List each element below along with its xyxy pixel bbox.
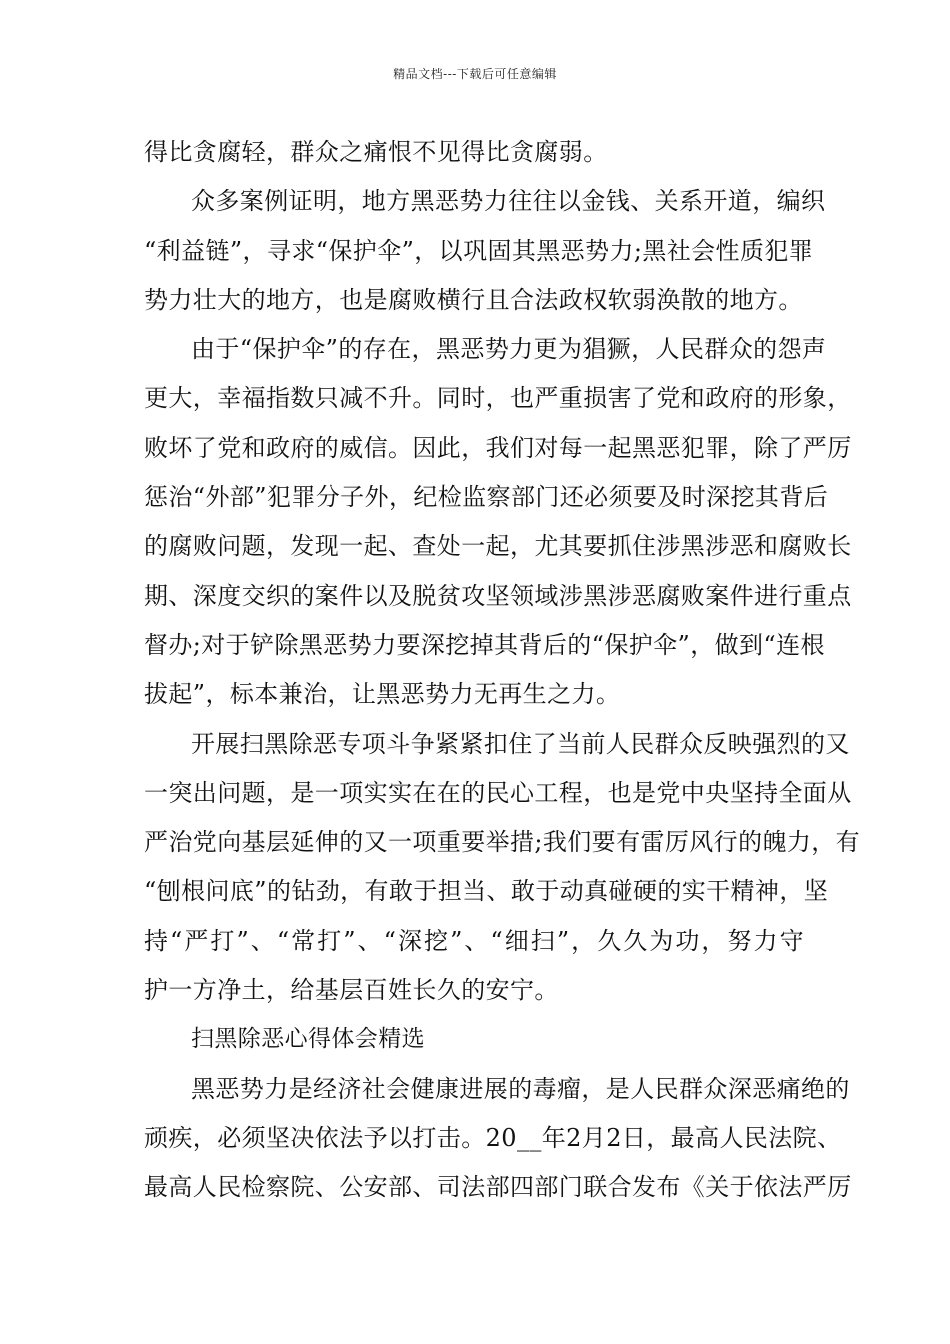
page-header: 精品文档---下载后可任意编辑 [393, 67, 557, 81]
text-line: 得比贪腐轻，群众之痛恨不见得比贪腐弱。 [144, 138, 608, 166]
text-line: 更大，幸福指数只减不升。同时，也严重损害了党和政府的形象， [144, 384, 852, 413]
text-line: 惩治“外部”犯罪分子外，纪检监察部门还必须要及时深挖其背后 [144, 483, 829, 512]
text-line: 护一方净土，给基层百姓长久的安宁。 [144, 976, 559, 1005]
text-line: 众多案例证明，地方黑恶势力往往以金钱、关系开道，编织 [191, 187, 826, 216]
text-line: 黑恶势力是经济社会健康进展的毒瘤，是人民群众深恶痛绝的 [191, 1074, 850, 1103]
text-line: 拔起”，标本兼治，让黑恶势力无再生之力。 [144, 680, 621, 709]
text-line: “刨根问底”的钻劲，有敢于担当、敢于动真碰硬的实干精神，坚 [144, 877, 829, 906]
text-line: 持“严打”、“常打”、“深挖”、“细扫”，久久为功，努力守 [144, 926, 804, 955]
text-line: 由于“保护伞”的存在，黑恶势力更为猖獗，人民群众的怨声 [191, 335, 827, 364]
text-line: 严治党向基层延伸的又一项重要举措;我们要有雷厉风行的魄力，有 [144, 828, 861, 857]
text-line: 败坏了党和政府的威信。因此，我们对每一起黑恶犯罪，除了严厉 [144, 433, 852, 462]
text-line: 最高人民检察院、公安部、司法部四部门联合发布《关于依法严厉 [144, 1173, 852, 1202]
text-line: 开展扫黑除恶专项斗争紧紧扣住了当前人民群众反映强烈的又 [191, 729, 850, 758]
section-heading: 扫黑除恶心得体会精选 [191, 1026, 425, 1053]
text-line: “利益链”，寻求“保护伞”，以巩固其黑恶势力;黑社会性质犯罪 [144, 236, 814, 265]
text-line: 督办;对于铲除黑恶势力要深挖掉其背后的“保护伞”，做到“连根 [144, 630, 825, 659]
text-line: 势力壮大的地方，也是腐败横行且合法政权软弱涣散的地方。 [144, 285, 803, 314]
document-body [144, 128, 861, 1213]
text-line: 期、深度交织的案件以及脱贫攻坚领域涉黑涉恶腐败案件进行重点 [144, 581, 852, 610]
text-line: 一突出问题，是一项实实在在的民心工程，也是党中央坚持全面从 [144, 778, 852, 807]
text-line: 的腐败问题，发现一起、查处一起，尤其要抓住涉黑涉恶和腐败长 [144, 532, 852, 561]
text-line: 顽疾，必须坚决依法予以打击。20__年2月2日，最高人民法院、 [144, 1123, 842, 1152]
